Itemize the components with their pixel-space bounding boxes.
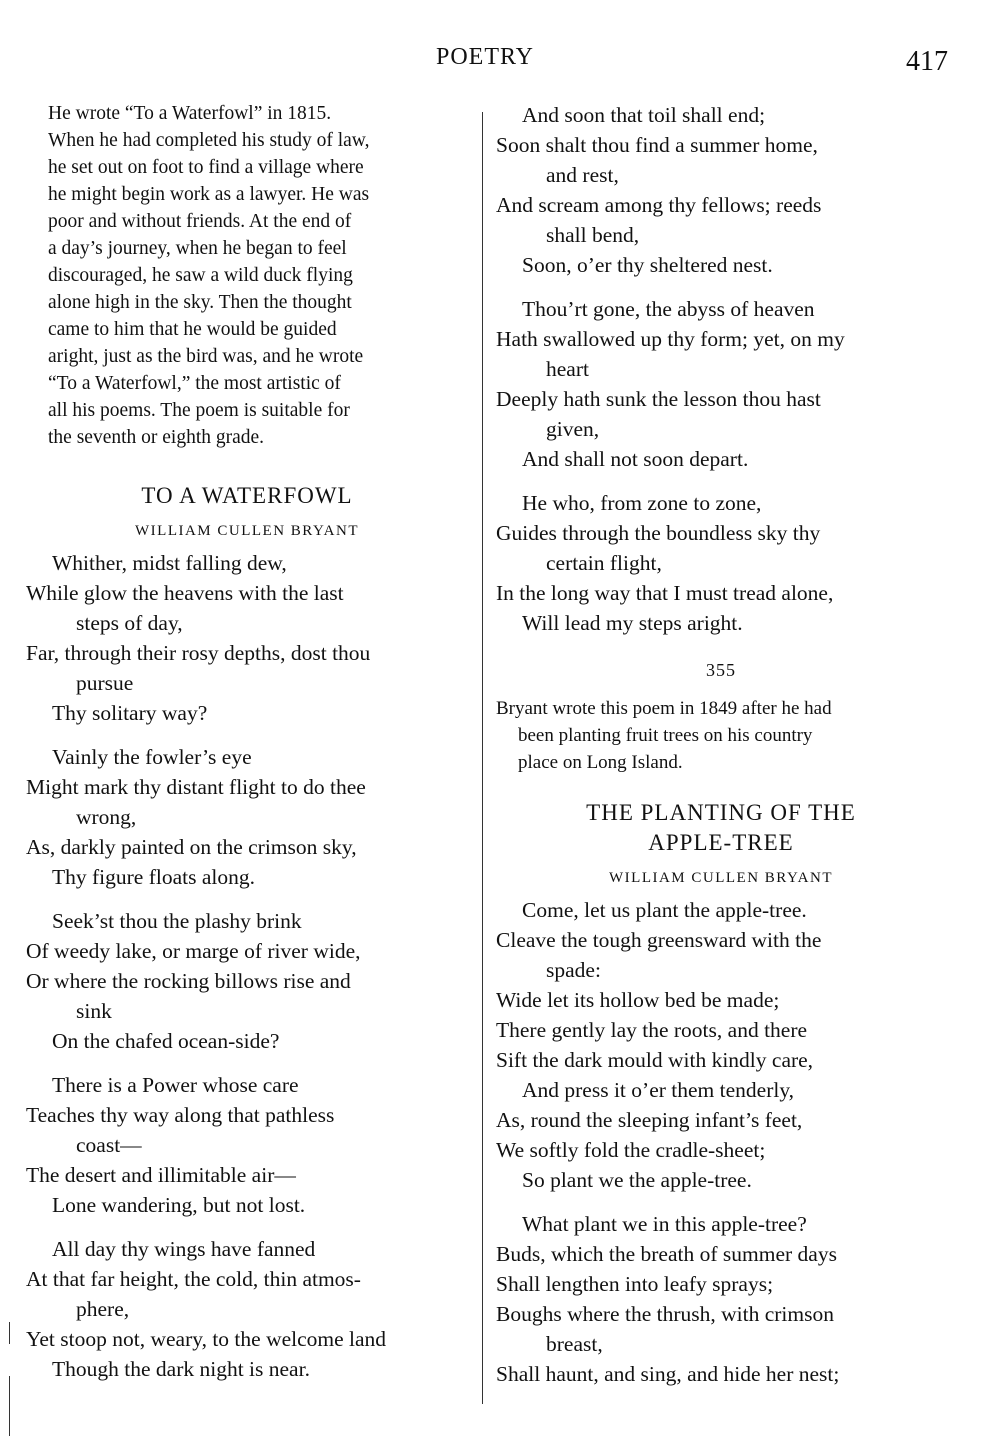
verse-line: Whither, midst falling dew,	[52, 551, 287, 575]
verse-line: Teaches thy way along that pathless	[26, 1103, 335, 1127]
verse-line: Thou’rt gone, the abyss of heaven	[522, 297, 815, 321]
verse-line: While glow the heavens with the last	[26, 581, 344, 605]
running-head	[0, 44, 1000, 80]
poem-title: TO A WATERFOWL	[141, 483, 353, 508]
poem-author: WILLIAM CULLEN BRYANT	[609, 870, 833, 886]
verse-line: And shall not soon depart.	[522, 447, 749, 471]
verse-line: Yet stoop not, weary, to the welcome land	[26, 1327, 387, 1351]
poem-title-line: THE PLANTING OF THE	[586, 800, 856, 825]
verse-line: Come, let us plant the apple-tree.	[522, 898, 807, 922]
running-title: POETRY	[435, 44, 534, 70]
intro-line: He wrote “To a Waterfowl” in 1815.	[48, 103, 332, 124]
verse-line: Hath swallowed up thy form; yet, on my	[496, 327, 845, 351]
verse-line: Thy figure floats along.	[52, 865, 256, 889]
verse-line: All day thy wings have fanned	[52, 1237, 316, 1261]
verse-line: We softly fold the cradle-sheet;	[496, 1138, 766, 1162]
verse-line: spade:	[546, 958, 601, 982]
stanza	[496, 895, 946, 1195]
note-line: been planting fruit trees on his country	[518, 725, 813, 746]
verse-line: Lone wandering, but not lost.	[52, 1193, 306, 1217]
verse-line: Will lead my steps aright.	[522, 611, 743, 635]
intro-line: he might begin work as a lawyer. He was	[48, 184, 370, 205]
intro-paragraph	[48, 100, 468, 451]
stanza	[26, 1234, 468, 1384]
verse-line: Vainly the fowler’s eye	[52, 745, 252, 769]
selection-number: 355	[706, 660, 736, 680]
verse-line: coast—	[76, 1133, 142, 1157]
stanza	[496, 1209, 946, 1389]
intro-line: he set out on foot to find a village where	[48, 157, 364, 178]
intro-line: aright, just as the bird was, and he wrote	[48, 346, 364, 367]
verse-line: certain flight,	[546, 551, 662, 575]
verse-line: Of weedy lake, or marge of river wide,	[26, 939, 361, 963]
verse-line: At that far height, the cold, thin atmos-	[26, 1267, 361, 1291]
verse-line: Seek’st thou the plashy brink	[52, 909, 302, 933]
verse-line: On the chafed ocean-side?	[52, 1029, 280, 1053]
verse-line: pursue	[76, 671, 134, 695]
stanza	[26, 742, 468, 892]
verse-line: shall bend,	[546, 223, 640, 247]
stanza	[496, 100, 946, 280]
intro-line: When he had completed his study of law,	[48, 130, 370, 151]
verse-line: sink	[76, 999, 112, 1023]
margin-mark	[9, 1376, 10, 1436]
intro-line: poor and without friends. At the end of	[48, 211, 352, 232]
verse-line: heart	[546, 357, 589, 381]
verse-line: There is a Power whose care	[52, 1073, 299, 1097]
verse-line: wrong,	[76, 805, 137, 829]
verse-line: and rest,	[546, 163, 619, 187]
verse-line: steps of day,	[76, 611, 183, 635]
verse-line: Sift the dark mould with kindly care,	[496, 1048, 814, 1072]
stanza	[26, 548, 468, 728]
intro-line: the seventh or eighth grade.	[48, 427, 265, 448]
intro-line: “To a Waterfowl,” the most artistic of	[48, 373, 341, 394]
verse-line: As, round the sleeping infant’s feet,	[496, 1108, 803, 1132]
stanza	[26, 906, 468, 1056]
poem-author: WILLIAM CULLEN BRYANT	[135, 523, 359, 539]
verse-line: Deeply hath sunk the lesson thou hast	[496, 387, 821, 411]
verse-line: Shall lengthen into leafy sprays;	[496, 1272, 774, 1296]
intro-line: all his poems. The poem is suitable for	[48, 400, 350, 421]
verse-line: In the long way that I must tread alone,	[496, 581, 834, 605]
verse-line: And press it o’er them tenderly,	[522, 1078, 795, 1102]
verse-line: Thy solitary way?	[52, 701, 208, 725]
verse-line: Guides through the boundless sky thy	[496, 521, 821, 545]
verse-line: Or where the rocking billows rise and	[26, 969, 351, 993]
intro-line: alone high in the sky. Then the thought	[48, 292, 352, 313]
verse-line: There gently lay the roots, and there	[496, 1018, 808, 1042]
verse-line: phere,	[76, 1297, 130, 1321]
poem-title-line: APPLE-TREE	[648, 830, 794, 855]
column-divider	[482, 112, 483, 1404]
verse-line: And soon that toil shall end;	[522, 103, 766, 127]
verse-line: So plant we the apple-tree.	[522, 1168, 752, 1192]
poem-title	[496, 798, 946, 858]
intro-line: came to him that he would be guided	[48, 319, 337, 340]
margin-mark	[9, 1322, 10, 1344]
verse-line: Far, through their rosy depths, dost thou	[26, 641, 371, 665]
intro-line: discouraged, he saw a wild duck flying	[48, 265, 353, 286]
verse-line: Might mark thy distant flight to do thee	[26, 775, 366, 799]
verse-line: As, darkly painted on the crimson sky,	[26, 835, 357, 859]
verse-line: breast,	[546, 1332, 603, 1356]
verse-line: Wide let its hollow bed be made;	[496, 988, 780, 1012]
verse-line: given,	[546, 417, 600, 441]
verse-line: Buds, which the breath of summer days	[496, 1242, 837, 1266]
verse-line: Cleave the tough greensward with the	[496, 928, 822, 952]
verse-line: Though the dark night is near.	[52, 1357, 310, 1381]
verse-line: And scream among thy fellows; reeds	[496, 193, 822, 217]
stanza	[26, 1070, 468, 1220]
left-column	[26, 100, 468, 1398]
verse-line: Soon, o’er thy sheltered nest.	[522, 253, 773, 277]
intro-line: a day’s journey, when he began to feel	[48, 238, 347, 259]
right-column	[496, 100, 946, 1403]
page-number: 417	[906, 46, 948, 77]
verse-line: Boughs where the thrush, with crimson	[496, 1302, 834, 1326]
verse-line: Soon shalt thou find a summer home,	[496, 133, 818, 157]
note-line: Bryant wrote this poem in 1849 after he had	[496, 698, 832, 719]
note-line: place on Long Island.	[518, 752, 683, 773]
stanza	[496, 488, 946, 638]
stanza	[496, 294, 946, 474]
verse-line: Shall haunt, and sing, and hide her nest;	[496, 1362, 840, 1386]
verse-line: The desert and illimitable air—	[26, 1163, 296, 1187]
headnote	[496, 695, 946, 776]
verse-line: He who, from zone to zone,	[522, 491, 762, 515]
verse-line: What plant we in this apple-tree?	[522, 1212, 807, 1236]
